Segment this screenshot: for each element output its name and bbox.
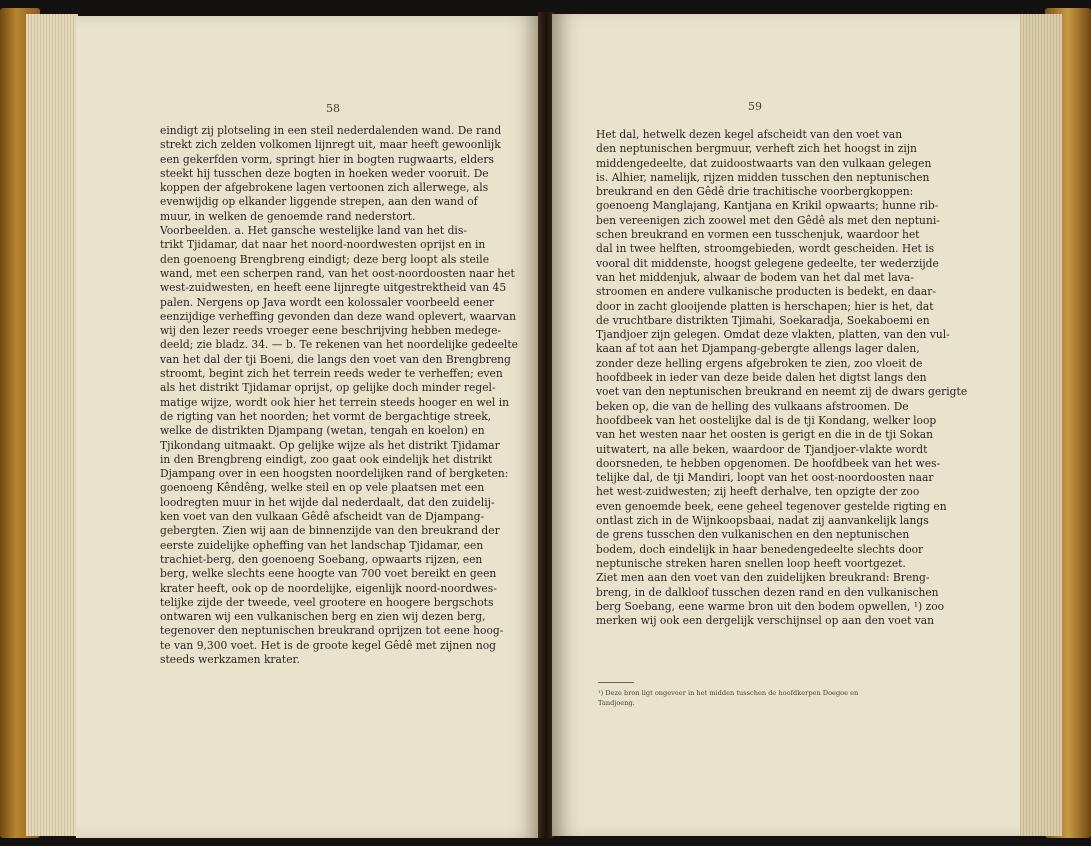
text-line: den neptunischen bergmuur, verheft zich het hoogst in zijn [596, 142, 917, 156]
text-line: bodem, doch eindelijk in haar benedengedeelte slechts door [596, 542, 924, 556]
text-line: Ziet men aan den voet van den zuidelijken breukrand: Breng- [596, 571, 930, 585]
text-line: stroomt, begint zich het terrein reeds weder te verheffen; even [160, 367, 503, 381]
text-line: het west-zuidwesten; zij heeft derhalve, ten opzigte der zoo [596, 485, 920, 499]
text-line: dal in twee helften, stroomgebieden, wordt gescheiden. Het is [596, 242, 935, 256]
left-page-body [160, 124, 518, 667]
footnote-line: ¹) Deze bron ligt ongeveer in het midden tusschen de hoofdkerpen Doegoe en [598, 689, 859, 697]
text-line: telijke dal, de tji Mandiri, loopt van het oost-noordoosten naar [596, 471, 934, 485]
text-line: te van 9,300 voet. Het is de groote kegel Gêdê met zijnen nog [160, 638, 496, 652]
text-line: vooral dit middenste, hoogst gelegene gedeelte, ter wederzijde [596, 256, 939, 270]
text-line: een gekerfden vorm, springt hier in bogten rugwaarts, elders [160, 152, 494, 166]
text-line: trikt Tjidamar, dat naar het noord-noordwesten oprijst en in [160, 238, 486, 252]
text-line: beken op, die van de helling des vulkaans afstroomen. De [596, 399, 909, 413]
text-line: even genoemde beek, eene geheel tegenover gestelde rigting en [596, 499, 947, 513]
text-line: trachiet-berg, den goenoeng Soebang, opwaarts rijzen, een [160, 552, 483, 566]
text-line: voet van den neptunischen breukrand en neemt zij de dwars gerigte [596, 385, 968, 399]
text-line: hoofdbeek in ieder van deze beide dalen het digtst langs den [596, 371, 927, 385]
text-line: Tjandjoer zijn gelegen. Omdat deze vlakten, platten, van den vul- [596, 328, 950, 342]
text-line: loodregten muur in het wijde dal nederdaalt, dat den zuidelij- [160, 495, 495, 509]
text-line: stroomen en andere vulkanische producten is bedekt, en daar- [596, 285, 937, 299]
text-line: ben vereenigen zich zoowel met den Gêdê als met den neptuni- [596, 213, 940, 227]
page-edges-left [26, 14, 78, 836]
text-line: eindigt zij plotseling in een steil nederdalenden wand. De rand [160, 124, 502, 137]
left-page [76, 16, 540, 838]
text-line: berg Soebang, eene warme bron uit den bodem opwellen, ¹) zoo [596, 599, 945, 613]
text-line: van het dal der tji Boeni, die langs den voet van den Brengbreng [160, 352, 511, 366]
text-line: matige wijze, wordt ook hier het terrein steeds hooger en wel in [160, 395, 510, 409]
text-line: tegenover den neptunischen breukrand oprijzen tot eene hoog- [160, 624, 504, 638]
text-line: goenoeng Kêndêng, welke steil en op vele plaatsen met een [160, 481, 485, 495]
text-line: schen breukrand en vormen een tusschenjuk, waardoor het [596, 228, 920, 242]
text-line: van het westen naar het oosten is gerigt en die in de tji Sokan [596, 428, 934, 442]
text-line: telijke zijde der tweede, veel grootere en hoogere bergschots [160, 595, 494, 609]
text-line: Tjikondang uitmaakt. Op gelijke wijze als het distrikt Tjidamar [160, 438, 500, 452]
text-line: in den Brengbreng eindigt, zoo gaat ook eindelijk het distrikt [160, 452, 493, 466]
right-page-number: 59 [748, 100, 762, 113]
text-line: ken voet van den vulkaan Gêdê afscheidt van de Djampang- [160, 510, 485, 524]
left-page-number: 58 [326, 102, 340, 115]
text-line: is. Alhier, namelijk, rijzen midden tusschen den neptunischen [596, 170, 930, 184]
text-line: hoofdbeek van het oostelijke dal is de tji Kondang, welker loop [596, 413, 937, 427]
footnote-line: Tandjoeng. [598, 699, 635, 707]
text-line: Djampang over in een hoogsten noordelijken rand of bergketen: [160, 467, 509, 481]
text-line: krater heeft, ook op de noordelijke, eigenlijk noord-noordwes- [160, 581, 497, 595]
text-line: welke de distrikten Djampang (wetan, tengah en koelon) en [160, 424, 485, 438]
text-line: breng, in de dalkloof tusschen dezen rand en den vulkanischen [596, 585, 939, 599]
text-line: neptunische streken haren snellen loop heeft voortgezet. [596, 556, 906, 570]
text-line: den goenoeng Brengbreng eindigt; deze berg loopt als steile [160, 252, 490, 266]
text-line: koppen der afgebrokene lagen vertoonen zich allerwege, als [160, 181, 489, 195]
text-line: gebergten. Zien wij aan de binnenzijde van den breukrand der [160, 524, 500, 538]
text-line: ontwaren wij een vulkanischen berg en zien wij dezen berg, [160, 610, 486, 624]
page-edges-right [1018, 14, 1062, 836]
text-line: van het middenjuk, alwaar de bodem van het dal met lava- [596, 270, 914, 284]
text-line: palen. Nergens op Java wordt een kolossaler voorbeeld eener [160, 295, 495, 309]
text-line: door in zacht glooijende platten is herschapen; hier is het, dat [596, 299, 934, 313]
footnote [598, 688, 928, 708]
text-line: de grens tusschen den vulkanischen en den neptunischen [596, 528, 910, 542]
text-line: merken wij ook een dergelijk verschijnsel op aan den voet van [596, 614, 935, 628]
right-page [552, 14, 1020, 836]
text-line: goenoeng Manglajang, Kantjana en Krikil opwaarts; hunne rib- [596, 199, 939, 213]
text-line: evenwijdig op elkander liggende strepen, aan den wand of [160, 195, 478, 209]
text-line: zonder deze helling ergens afgebroken te zien, zoo vloeit de [596, 356, 923, 370]
text-line: eenzijdige verheffing gevonden dan deze wand oplevert, waarvan [160, 309, 517, 323]
text-line: muur, in welken de genoemde rand nederstort. [160, 209, 416, 223]
text-line: kaan af tot aan het Djampang-gebergte allengs lager dalen, [596, 342, 920, 356]
text-line: Voorbeelden. a. Het gansche westelijke land van het dis- [160, 224, 467, 238]
text-line: doorsneden, te hebben opgenomen. De hoofdbeek van het wes- [596, 456, 941, 470]
text-line: als het distrikt Tjidamar oprijst, op gelijke doch minder regel- [160, 381, 496, 395]
text-line: eerste zuidelijke opheffing van het landschap Tjidamar, een [160, 538, 484, 552]
text-line: wand, met een scherpen rand, van het oost-noordoosten naar het [160, 266, 515, 280]
text-line: steeds werkzamen krater. [160, 652, 300, 666]
text-line: de rigting van het noorden; het vormt de bergachtige streek, [160, 409, 492, 423]
text-line: west-zuidwesten, en heeft eene lijnregte uitgestrektheid van 45 [160, 281, 507, 295]
text-line: uitwatert, na alle beken, waardoor de Tjandjoer-vlakte wordt [596, 442, 928, 456]
text-line: wij den lezer reeds vroeger eene beschrijving hebben medege- [160, 324, 502, 338]
text-line: middengedeelte, dat zuidoostwaarts van den vulkaan gelegen [596, 156, 932, 170]
text-line: Het dal, hetwelk dezen kegel afscheidt van den voet van [596, 128, 903, 141]
text-line: de vruchtbare distrikten Tjimahi, Soekaradja, Soekaboemi en [596, 313, 930, 327]
text-line: strekt zich zelden volkomen lijnregt uit, maar heeft gewoonlijk [160, 138, 501, 152]
text-line: berg, welke slechts eene hoogte van 700 voet bereikt en geen [160, 567, 497, 581]
text-line: deeld; zie bladz. 34. — b. Te rekenen van het noordelijke gedeelte [160, 338, 518, 352]
right-page-body [596, 128, 968, 628]
text-line: breukrand en den Gêdê drie trachitische voorbergkoppen: [596, 185, 914, 199]
text-line: steekt hij tusschen deze bogten in hoeken weder vooruit. De [160, 166, 489, 180]
footnote-rule [598, 682, 634, 683]
text-line: ontlast zich in de Wijnkoopsbaai, nadat zij aanvankelijk langs [596, 514, 929, 528]
